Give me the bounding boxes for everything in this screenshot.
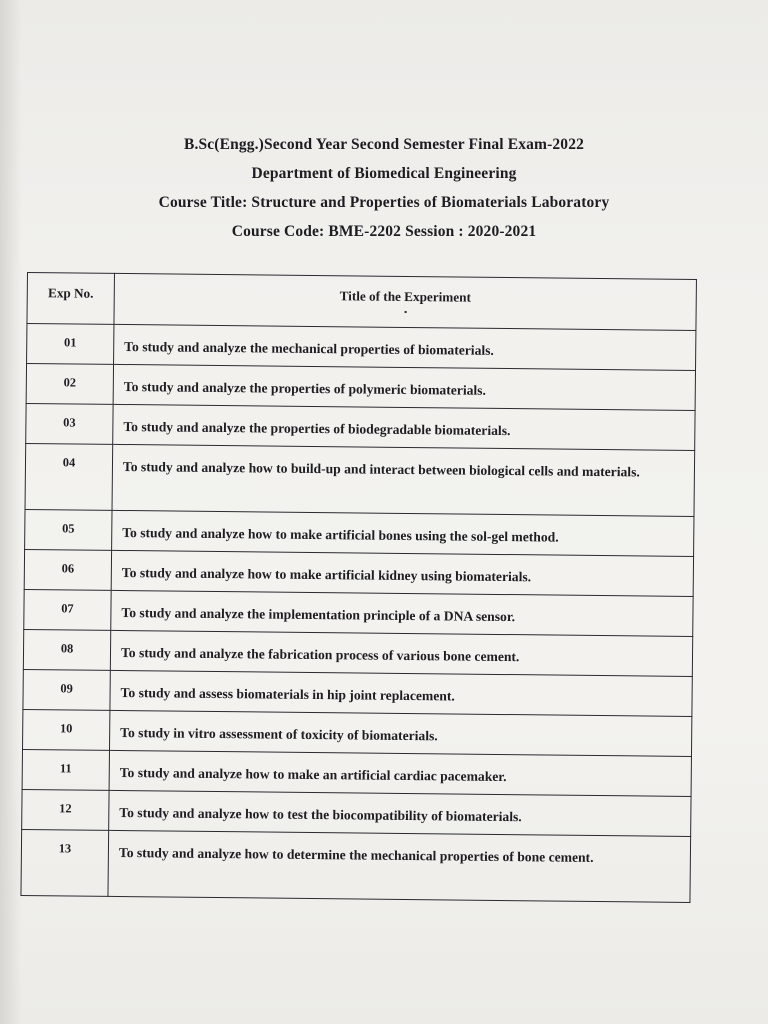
table-row	[25, 443, 695, 516]
table-row	[24, 589, 693, 636]
experiment-title-cell: To study and analyze how to make an artificial cardiac pacemaker.	[109, 750, 691, 796]
column-header-title	[114, 273, 697, 330]
exp-no-cell: 13	[21, 829, 109, 896]
table-row	[26, 364, 695, 411]
exp-no-cell: 08	[23, 629, 110, 670]
experiment-title-cell: To study and analyze how to make artificial kidney using biomaterials.	[111, 550, 693, 596]
experiment-title-cell: To study and analyze how to build-up and interact between biological cells and materials.	[112, 444, 695, 516]
exp-no-cell: 10	[22, 709, 109, 750]
experiment-title-cell: To study and analyze how to test the biocompatibility of biomaterials.	[109, 790, 691, 836]
department-name: Department of Biomedical Engineering	[251, 165, 517, 182]
experiment-table-container	[20, 272, 696, 901]
exam-header	[0, 130, 768, 246]
table-header-row	[27, 273, 696, 331]
table-row	[23, 629, 692, 676]
table-row	[22, 789, 691, 836]
exp-no-cell: 06	[24, 549, 111, 590]
table-row	[23, 669, 692, 716]
experiment-title-cell: To study and assess biomaterials in hip joint replacement.	[110, 670, 692, 716]
table-row	[25, 509, 694, 556]
table-row	[26, 403, 695, 450]
exp-no-cell: 01	[27, 324, 114, 365]
column-header-title-text: Title of the Experiment	[339, 288, 471, 305]
table-row	[21, 829, 691, 902]
table-row	[27, 324, 696, 371]
table-row	[22, 749, 691, 796]
experiment-title-cell: To study and analyze the properties of biodegradable biomaterials.	[113, 404, 695, 450]
column-header-exp-no: Exp No.	[27, 273, 115, 325]
experiment-title-cell: To study and analyze the fabrication process of various bone cement.	[110, 630, 692, 676]
experiment-title-cell: To study and analyze the properties of polymeric biomaterials.	[113, 364, 695, 410]
exp-no-cell: 02	[26, 364, 113, 405]
exam-title: B.Sc(Engg.)Second Year Second Semester Final Exam-2022	[183, 136, 585, 153]
experiment-title-cell: To study and analyze how to determine the mechanical properties of bone cement.	[108, 830, 691, 902]
experiment-title-cell: To study in vitro assessment of toxicity of biomaterials.	[109, 710, 691, 756]
table-row	[22, 709, 691, 756]
exp-no-cell: 07	[24, 589, 111, 630]
experiment-table	[20, 272, 696, 903]
experiment-title-cell: To study and analyze how to make artificial bones using the sol-gel method.	[112, 510, 694, 556]
exp-no-cell: 09	[23, 669, 110, 710]
exp-no-cell: 03	[26, 403, 113, 444]
course-title: Course Title: Structure and Properties of Biomaterials Laboratory	[158, 194, 610, 211]
experiment-title-cell: To study and analyze the implementation principle of a DNA sensor.	[111, 590, 693, 636]
experiment-title-cell: To study and analyze the mechanical properties of biomaterials.	[114, 324, 696, 370]
table-row	[24, 549, 693, 596]
exp-no-cell: 11	[22, 749, 109, 790]
exp-no-cell: 12	[22, 789, 109, 830]
exp-no-cell: 05	[25, 509, 112, 550]
ink-dot	[404, 311, 406, 313]
course-code-session: Course Code: BME-2202 Session : 2020-2021	[231, 223, 537, 240]
exp-no-cell: 04	[25, 443, 113, 510]
